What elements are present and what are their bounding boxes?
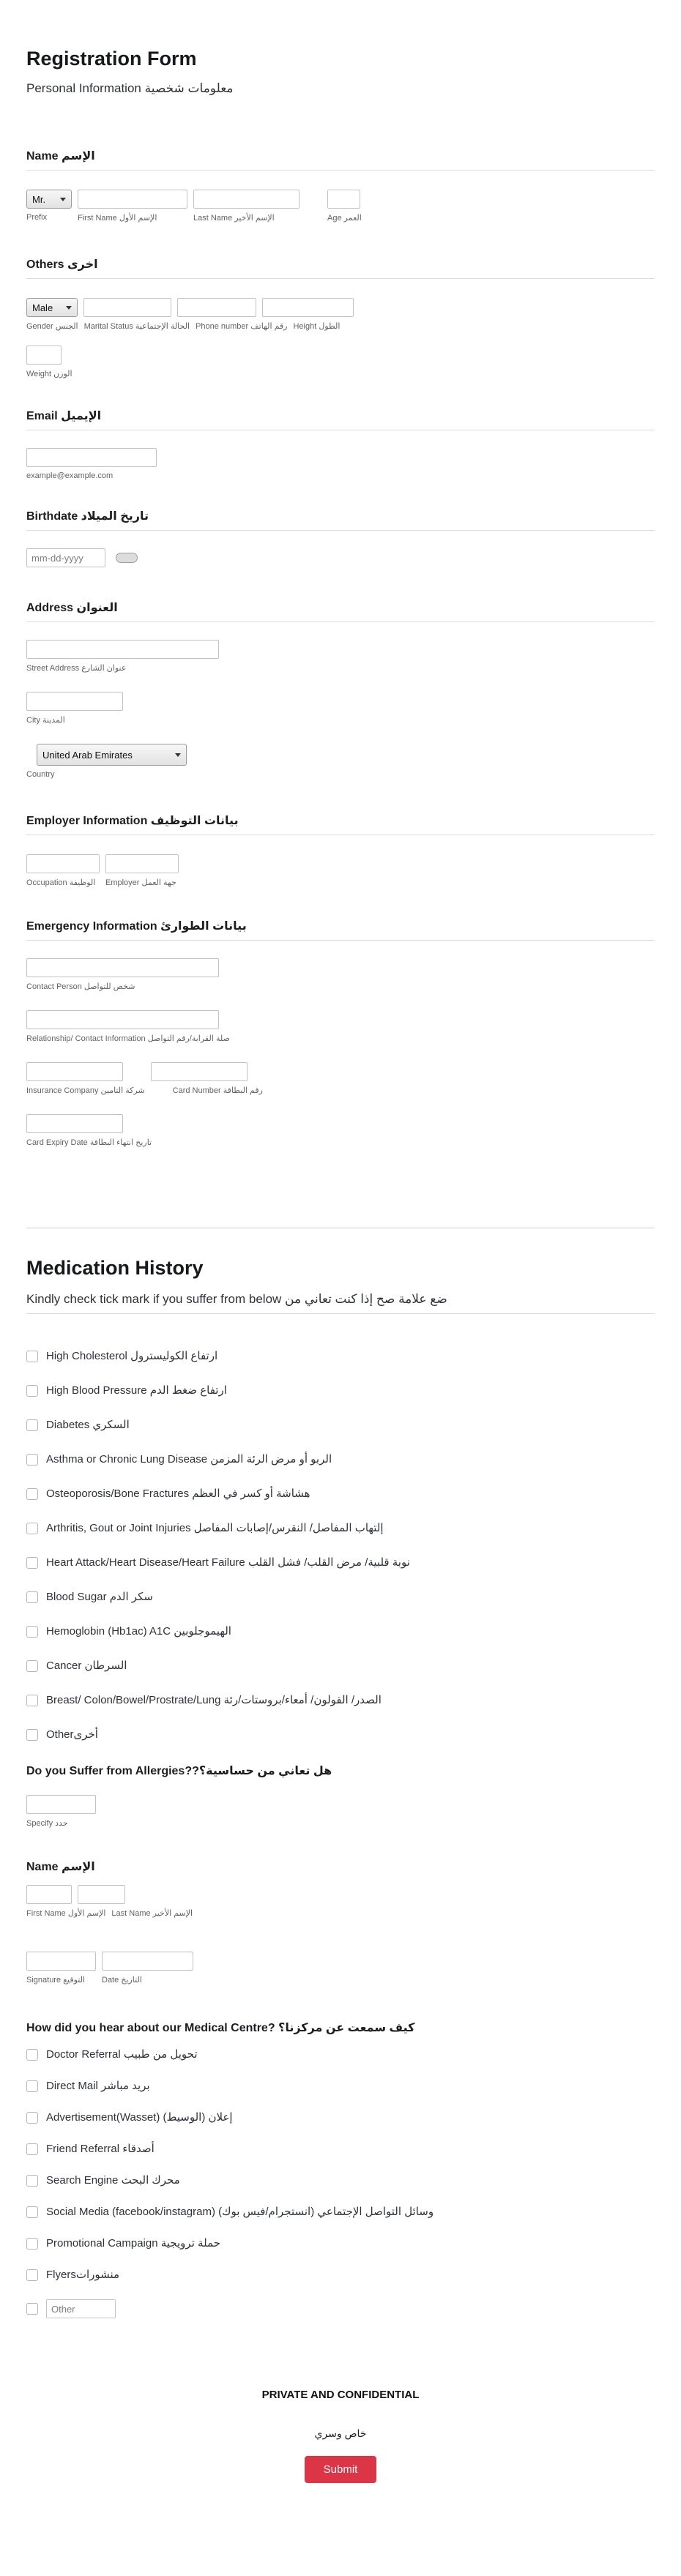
hear-option-row[interactable] [26, 2142, 655, 2157]
medication-option-label: Breast/ Colon/Bowel/Prostrate/Lung الصدر/ القولون/ أمعاء/بروستات/رئة [46, 1694, 382, 1706]
medication-option-label: High Blood Pressure ارتفاع ضغط الدم [46, 1384, 227, 1397]
allergies-heading: Do you Suffer from Allergies??هل تعاني من حساسية؟ [26, 1765, 332, 1777]
hear-checkbox[interactable] [26, 2175, 38, 2187]
emergency-section-heading: Emergency Information بيانات الطوارئ [26, 920, 247, 933]
medication-option-row[interactable] [26, 1590, 655, 1605]
medication-option-row[interactable] [26, 1556, 655, 1570]
email-section-heading: Email الإيميل [26, 410, 102, 422]
section-medication [26, 1256, 655, 1742]
age-input[interactable] [327, 190, 360, 209]
medication-checkbox[interactable] [26, 1591, 38, 1603]
employer-labels-row [26, 878, 655, 887]
medication-option-label: Blood Sugar سكر الدم [46, 1591, 153, 1603]
first-name-2-label: First Name الإسم الأول [26, 1909, 106, 1918]
city-input[interactable] [26, 692, 123, 711]
height-input[interactable] [262, 298, 354, 317]
name-labels-row [26, 213, 655, 223]
medication-option-row[interactable] [26, 1521, 655, 1536]
section-address [26, 601, 655, 779]
signature-labels-row [26, 1975, 655, 1985]
others-labels-row [26, 321, 655, 331]
signature-input[interactable] [26, 1952, 96, 1971]
page-title: Registration Form [26, 48, 197, 70]
email-row [26, 448, 655, 467]
medication-checkbox[interactable] [26, 1419, 38, 1431]
hear-option-label: Advertisement(Wasset) إعلان (الوسيط) [46, 2111, 233, 2124]
page-subtitle: Personal Information معلومات شخصية [26, 81, 234, 95]
specify-label: Specify حدد [26, 1819, 68, 1828]
birthdate-section-heading: Birthdate تاريخ الميلاد [26, 510, 149, 523]
confidential-text-arabic: خاص وسري [314, 2427, 367, 2439]
employer-label: Employer جهة العمل [105, 878, 176, 887]
medication-option-label: Hemoglobin (Hb1ac) A1C الهيموجلوبين [46, 1625, 231, 1638]
confidential-text: PRIVATE AND CONFIDENTIAL [261, 2389, 420, 2401]
chevron-down-icon [175, 753, 181, 757]
section-email [26, 409, 655, 480]
card-expiry-input[interactable] [26, 1114, 123, 1133]
first-name-input[interactable] [78, 190, 187, 209]
occupation-input[interactable] [26, 854, 100, 873]
hear-other-checkbox[interactable] [26, 2303, 38, 2315]
hear-checkbox[interactable] [26, 2080, 38, 2092]
first-name-label: First Name الإسم الأول [78, 214, 157, 223]
medication-checkbox[interactable] [26, 1523, 38, 1534]
name2-labels-row [26, 1908, 655, 1918]
hear-option-row[interactable] [26, 2047, 655, 2062]
card-number-label: Card Number رقم البطاقة [172, 1086, 263, 1095]
contact-person-input[interactable] [26, 958, 219, 977]
section-rule [26, 530, 655, 531]
section-hear-about [26, 2021, 655, 2318]
insurance-labels-row [26, 1086, 655, 1095]
section-rule [26, 170, 655, 171]
relationship-row [26, 1010, 655, 1029]
medication-option-label: Asthma or Chronic Lung Disease الربو أو مرض الرئة المزمن [46, 1453, 332, 1466]
city-row [26, 692, 655, 711]
section-rule [26, 1313, 655, 1314]
last-name-2-label: Last Name الإسم الأخير [111, 1909, 193, 1918]
country-row [26, 744, 655, 766]
section-rule [26, 940, 655, 941]
country-select[interactable] [37, 744, 187, 766]
name-inputs-row [26, 190, 655, 209]
country-select-value: United Arab Emirates [42, 749, 133, 761]
phone-number-input[interactable] [177, 298, 256, 317]
hear-option-row[interactable] [26, 2173, 655, 2188]
height-label: Height الطول [293, 322, 340, 331]
hear-about-heading: How did you hear about our Medical Centre? كيف سمعت عن مركزنا؟ [26, 2022, 415, 2034]
marital-status-input[interactable] [83, 298, 171, 317]
medication-option-row[interactable] [26, 1728, 655, 1742]
medication-checkbox[interactable] [26, 1385, 38, 1397]
medication-option-label: High Cholesterol ارتفاع الكوليسترول [46, 1350, 218, 1362]
hear-checkbox[interactable] [26, 2049, 38, 2061]
medication-option-row[interactable] [26, 1349, 655, 1364]
birthdate-input[interactable] [26, 548, 105, 567]
name2-heading: Name الإسم [26, 1861, 95, 1873]
last-name-input[interactable] [193, 190, 299, 209]
calendar-icon[interactable] [116, 553, 138, 563]
employer-inputs-row [26, 854, 655, 873]
country-label: Country [26, 770, 55, 779]
hear-checkbox[interactable] [26, 2206, 38, 2218]
section-name-signature [26, 1860, 655, 1985]
weight-label: Weight الوزن [26, 370, 72, 378]
street-row [26, 640, 655, 659]
address-section-heading: Address العنوان [26, 602, 118, 614]
medication-option-label: Otherأخرى [46, 1728, 98, 1741]
medication-option-label: Heart Attack/Heart Disease/Heart Failure نوبة قلبية/ مرض القلب/ فشل القلب [46, 1556, 410, 1569]
hear-checkbox[interactable] [26, 2143, 38, 2155]
hear-option-label: Direct Mail بريد مباشر [46, 2080, 150, 2092]
hear-option-row[interactable] [26, 2205, 655, 2220]
section-emergency [26, 919, 655, 1147]
medication-checkbox[interactable] [26, 1695, 38, 1706]
hear-option-label: Flyersمنشورات [46, 2269, 120, 2281]
city-label: City المدينة [26, 716, 65, 725]
gender-label: Gender الجنس [26, 322, 78, 331]
medication-title: Medication History [26, 1257, 204, 1279]
hear-other-input[interactable] [46, 2299, 116, 2318]
signature-label: Signature التوقيع [26, 1976, 85, 1985]
medication-option-row[interactable] [26, 1659, 655, 1673]
medication-option-label: Osteoporosis/Bone Fractures هشاشة أو كسر في العظم [46, 1487, 310, 1500]
medication-option-label: Arthritis, Gout or Joint Injuries إلتهاب المفاصل/ النقرس/إصابات المفاصل [46, 1522, 384, 1534]
footer [26, 2389, 655, 2483]
email-hint: example@example.com [26, 471, 114, 480]
others-inputs-row [26, 298, 655, 317]
name2-inputs-row [26, 1885, 655, 1904]
last-name-2-input[interactable] [78, 1885, 125, 1904]
medication-option-label: Diabetes السكري [46, 1419, 130, 1431]
hear-about-checklist [26, 2047, 655, 2318]
hear-option-label: Social Media (facebook/instagram) وسائل التواصل الإجتماعي (انستجرام/فيس بوك) [46, 2206, 434, 2218]
last-name-label: Last Name الإسم الأخير [193, 214, 275, 223]
hear-checkbox[interactable] [26, 2238, 38, 2250]
medication-checkbox[interactable] [26, 1351, 38, 1362]
card-expiry-row [26, 1114, 655, 1133]
medication-checkbox[interactable] [26, 1557, 38, 1569]
insurance-company-label: Insurance Company شركة التامين [26, 1086, 145, 1095]
section-name [26, 149, 655, 223]
name-section-heading: Name الإسم [26, 150, 95, 163]
section-employer [26, 814, 655, 887]
insurance-company-input[interactable] [26, 1062, 123, 1081]
card-number-input[interactable] [151, 1062, 248, 1081]
medication-checkbox[interactable] [26, 1626, 38, 1638]
email-input[interactable] [26, 448, 157, 467]
phone-number-label: Phone number رقم الهاتف [196, 322, 288, 331]
medication-checklist [26, 1349, 655, 1742]
relationship-input[interactable] [26, 1010, 219, 1029]
section-others [26, 258, 655, 378]
medication-option-row[interactable] [26, 1693, 655, 1708]
gender-select-value: Male [32, 302, 53, 313]
section-birthdate [26, 509, 655, 567]
medication-checkbox[interactable] [26, 1454, 38, 1466]
hear-option-row[interactable] [26, 2268, 655, 2282]
medication-checkbox[interactable] [26, 1660, 38, 1672]
employer-input[interactable] [105, 854, 179, 873]
specify-input[interactable] [26, 1795, 96, 1814]
hear-checkbox[interactable] [26, 2112, 38, 2124]
hear-option-row[interactable] [26, 2236, 655, 2251]
card-expiry-label: Card Expiry Date تاريخ انتهاء البطاقة [26, 1138, 152, 1147]
contact-person-label: Contact Person شخص للتواصل [26, 982, 135, 991]
relationship-label: Relationship/ Contact Information صلة القرابة/رقم التواصل [26, 1034, 230, 1043]
gender-select[interactable] [26, 298, 78, 317]
medication-checkbox[interactable] [26, 1729, 38, 1741]
specify-row [26, 1795, 655, 1814]
hear-option-label: Search Engine محرك البحث [46, 2174, 180, 2187]
others-section-heading: Others اخرى [26, 258, 98, 271]
medication-instruction: Kindly check tick mark if you suffer from below ضع علامة صح إذا كنت تعاني من [26, 1292, 447, 1306]
occupation-label: Occupation الوظيفة [26, 878, 96, 887]
age-label: Age العمر [327, 214, 362, 223]
insurance-row [26, 1062, 655, 1081]
date-input[interactable] [102, 1952, 193, 1971]
prefix-select[interactable] [26, 190, 72, 209]
hear-option-label: Doctor Referral تحويل من طبيب [46, 2048, 198, 2061]
medication-option-row[interactable] [26, 1624, 655, 1639]
hear-checkbox[interactable] [26, 2269, 38, 2281]
hear-option-row[interactable] [26, 2079, 655, 2094]
hear-option-label: Promotional Campaign حملة ترويجية [46, 2237, 220, 2250]
hear-option-row[interactable] [26, 2110, 655, 2125]
weight-input[interactable] [26, 346, 62, 365]
hear-option-label: Friend Referral أصدقاء [46, 2143, 155, 2155]
signature-row [26, 1952, 655, 1971]
weight-row [26, 346, 655, 365]
submit-button[interactable]: Submit [305, 2456, 377, 2483]
marital-status-label: Marital Status الحالة الإجتماعية [83, 322, 190, 331]
section-allergies [26, 1764, 655, 1828]
prefix-select-value: Mr. [32, 193, 46, 205]
first-name-2-input[interactable] [26, 1885, 72, 1904]
street-address-label: Street Address عنوان الشارع [26, 664, 127, 673]
section-rule [26, 621, 655, 622]
section-rule [26, 278, 655, 279]
hear-option-other-row[interactable] [26, 2299, 655, 2318]
medication-option-row[interactable] [26, 1487, 655, 1501]
medication-checkbox[interactable] [26, 1488, 38, 1500]
chevron-down-icon [60, 198, 66, 201]
medication-option-row[interactable] [26, 1384, 655, 1398]
prefix-label: Prefix [26, 213, 48, 222]
contact-person-row [26, 958, 655, 977]
medication-option-row[interactable] [26, 1418, 655, 1433]
employer-section-heading: Employer Information بيانات التوظيف [26, 815, 239, 827]
street-address-input[interactable] [26, 640, 219, 659]
medication-option-label: Cancer السرطان [46, 1660, 127, 1672]
medication-option-row[interactable] [26, 1452, 655, 1467]
chevron-down-icon [66, 306, 72, 310]
birthdate-row [26, 548, 655, 567]
date-label: Date التاريخ [102, 1976, 142, 1985]
